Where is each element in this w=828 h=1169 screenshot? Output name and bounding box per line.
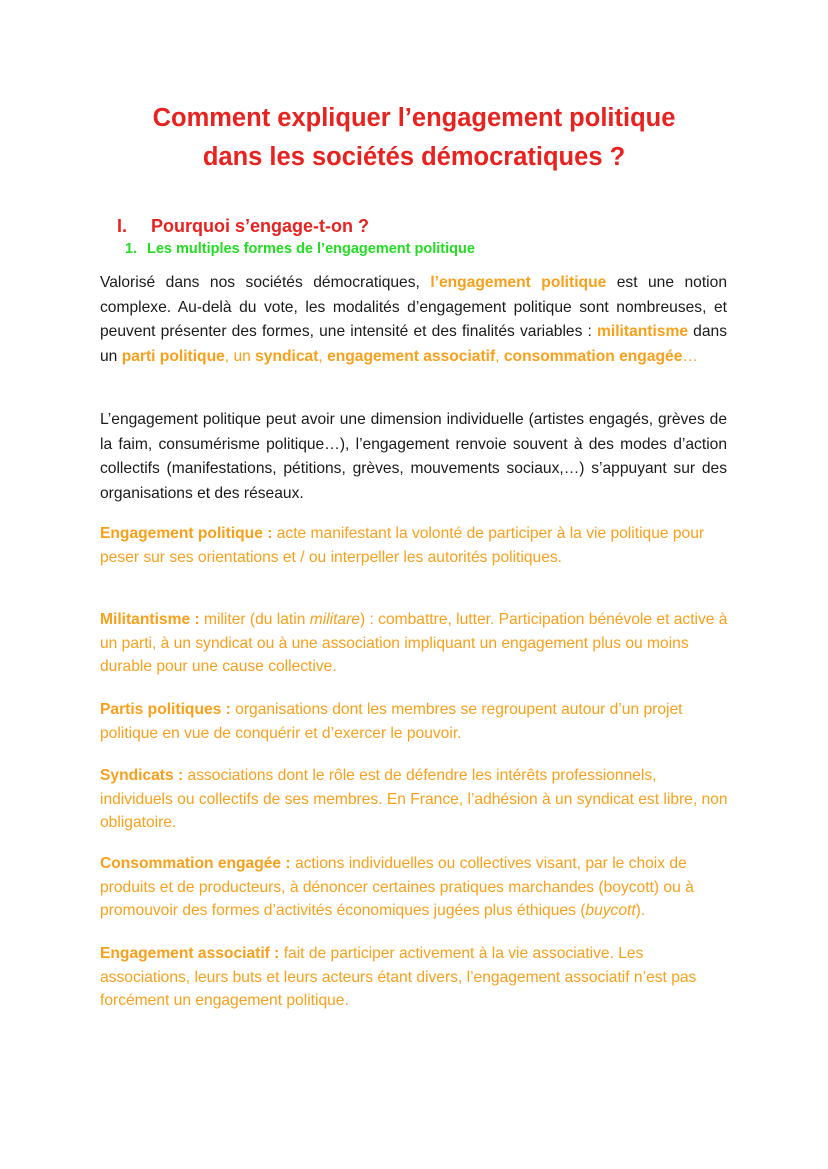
keyword-syndicat: syndicat	[255, 347, 319, 365]
definition-term: Partis politiques :	[100, 701, 231, 718]
page-title	[100, 99, 728, 177]
keyword-engagement-associatif: engagement associatif	[327, 347, 496, 365]
definition-text: associations dont le rôle est de défendre les intérêts professionnels, individuels ou collectifs de ses membres. En France, l’adhésion à un syndicat est libre, non obligatoire.	[100, 767, 728, 831]
definition-engagement-politique	[100, 522, 728, 569]
text-run: …	[682, 347, 698, 365]
definition-text: actions individuelles ou collectives visant, par le choix de produits et de producteurs, à dénoncer certaines pratiques marchandes (boycott) ou à promouvoir des formes d’activités économiques jugées plus éthiques (	[100, 855, 694, 919]
definition-term: Militantisme :	[100, 611, 200, 628]
keyword-militantisme: militantisme	[597, 323, 689, 340]
definition-syndicats	[100, 764, 728, 835]
definition-text: fait de participer activement à la vie associative. Les associations, leurs buts et leurs acteurs étant divers, l’engagement associatif n’est pas forcément un engagement politique.	[100, 945, 697, 1009]
keyword-engagement-politique: l’engagement politique	[430, 274, 607, 291]
section-heading-text: Pourquoi s’engage-t-on ?	[151, 216, 369, 236]
definition-partis-politiques	[100, 698, 728, 745]
definition-text: militer (du latin	[199, 611, 310, 628]
text-run: Valorisé dans nos sociétés démocratiques,	[100, 274, 431, 291]
definition-text: organisations dont les membres se regroupent autour d’un projet politique en vue de conquérir et d’exercer le pouvoir.	[100, 701, 683, 742]
definition-text: ).	[635, 902, 646, 919]
subsection-heading-text: Les multiples formes de l’engagement politique	[147, 241, 475, 257]
definition-text: acte manifestant la volonté de participer à la vie politique pour peser sur ses orientations et / ou interpeller les autorités politiques.	[100, 525, 705, 566]
text-run: ,	[495, 347, 504, 365]
subsection-heading	[125, 239, 475, 259]
definition-consommation-engagee	[100, 852, 728, 923]
intro-paragraph	[100, 271, 727, 369]
definition-term: Engagement associatif :	[100, 945, 280, 962]
keyword-parti-politique: parti politique	[121, 347, 225, 365]
subsection-number: 1.	[125, 241, 138, 257]
body-paragraph-2: L’engagement politique peut avoir une dimension individuelle (artistes engagés, grèves de la faim, consumérisme politique…), l’engagement renvoie souvent à des modes d’action collectifs (manifestations, pétitions, grèves, mouvements sociaux,…) s’appuyant sur des organisations et des réseaux.	[100, 411, 727, 502]
definition-text: ) : combattre, lutter. Participation bénévole et active à un parti, à un syndicat ou à une association impliquant un engagement plus ou moins durable pour une cause collective.	[100, 611, 728, 675]
definition-term: Consommation engagée :	[100, 855, 291, 872]
title-line-2: dans les sociétés démocratiques ?	[202, 143, 626, 171]
text-run: ,	[318, 347, 328, 365]
latin-word: militare	[309, 611, 360, 628]
definition-term: Engagement politique :	[100, 525, 273, 542]
text-run: , un	[224, 347, 256, 365]
section-number: I.	[117, 216, 128, 236]
title-line-1: Comment expliquer l’engagement politique	[152, 104, 676, 132]
text-run: est une notion complexe. Au-delà du vote, les modalités d’engagement politique sont nombreuses, et peuvent présenter des formes, une intensité et des finalités variables :	[100, 274, 727, 340]
keyword-consommation-engagee: consommation engagée	[503, 347, 683, 365]
text-run: dans un	[100, 323, 727, 365]
definition-engagement-associatif	[100, 942, 728, 1013]
section-heading	[117, 214, 369, 238]
definition-term: Syndicats :	[100, 767, 184, 784]
definition-militantisme	[100, 608, 728, 679]
buycott-word: buycott	[585, 902, 636, 919]
